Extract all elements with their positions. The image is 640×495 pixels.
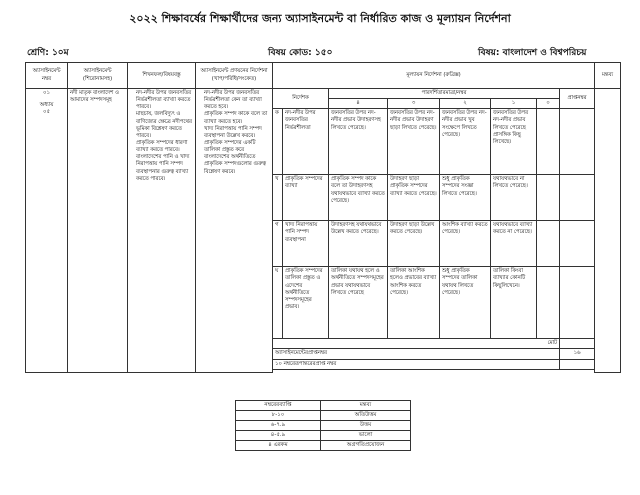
total-value bbox=[560, 339, 595, 349]
score-header-3: ৩ bbox=[388, 99, 440, 109]
rubric-score-0 bbox=[537, 267, 560, 339]
remarks-cell bbox=[595, 89, 621, 373]
grade-table bbox=[235, 400, 411, 451]
rubric-score-2: আংশিক ব্যাখ্যা করতে পেরেছে। bbox=[440, 221, 491, 267]
score-header-2: ২ bbox=[440, 99, 491, 109]
rubric-received bbox=[560, 175, 595, 221]
rubric-score-3: উদাহরণ ছাড়া উল্লেখ করতে পেরেছে। bbox=[388, 221, 440, 267]
rubric-indicator: খাদ্য নিরাপত্তায় পানি সম্পদ ব্যবস্থাপনা bbox=[283, 221, 329, 267]
assignment-table bbox=[25, 62, 621, 373]
rubric-performance-header: পারদর্শিতারমাত্রা/নম্বর bbox=[329, 89, 560, 99]
grade-range: ৮-১০ bbox=[236, 411, 321, 421]
rubric-score-1: যথাযথভাবে ব্যাখ্যা করতে না পেরেছে। bbox=[491, 221, 537, 267]
grade-range: ৪-৫.৯ bbox=[236, 431, 321, 441]
assignment-title: নদী মাতৃক বাংলাদেশ ও আমাদের সম্পদসমূহ bbox=[68, 89, 128, 373]
total-label: মোট bbox=[273, 339, 560, 349]
assignment-total-value: ১৬ bbox=[560, 349, 595, 359]
grade-range: ৬-৭.৯ bbox=[236, 421, 321, 431]
col-learning-outcome: শিখনফল/বিষয়বস্তু bbox=[128, 63, 196, 89]
assignment-no-cell bbox=[26, 89, 68, 373]
outcome-item: • বাংলাদেশের পানি ও খাদ্য নিরাপত্তায় পানি সম্পদ ব্যবস্থাপনার গুরুত্ব ব্যাখ্যা করতে পারবে। bbox=[136, 154, 193, 183]
grade-header-range: নম্বরেরব্যাপ্তি bbox=[236, 401, 321, 411]
rubric-score-3: জনবসতির উপর নদ-নদীর প্রভাব উদাহরণ ছাড়া লিখতে পেরেছে। bbox=[388, 109, 440, 175]
rubric-row-label: গ bbox=[273, 221, 283, 267]
score-header-4: ৪ bbox=[329, 99, 388, 109]
grade-remark: উত্তম bbox=[321, 421, 411, 431]
instruction-item: • খাদ্য নিরাপত্তায় পানি সম্পদ ব্যবস্থাপনা উল্লেখ করবে। bbox=[204, 126, 270, 140]
assignment-no: ০১ bbox=[43, 90, 50, 96]
instruction-item: • নদ-নদীর উপর জনবসতির নির্ভরশীলতা কেন তা ব্যাখ্যা করতে হবে। bbox=[204, 90, 270, 111]
assignment-total-label: অ্যাসাইনমেন্টেরপ্রাপ্তনম্বর bbox=[273, 349, 560, 359]
page-title: ২০২২ শিক্ষাবর্ষের শিক্ষার্থীদের জন্য অ্যাসাইনমেন্ট বা নির্ধারিত কাজ ও মূল্যায়ন নির্দেশনা bbox=[129, 12, 511, 25]
grade-header-remark: মন্তব্য bbox=[321, 401, 411, 411]
col-assignment-title: অ্যাসাইনমেন্ট (শিরোনামসহ) bbox=[68, 63, 128, 89]
rubric-score-2: শুধু প্রাকৃতিক সম্পদের সংজ্ঞা লিখতে পেরেছে। bbox=[440, 175, 491, 221]
rubric-indicator: প্রাকৃতিক সম্পদের তালিকা প্রস্তুত ও এদেশের অর্থনীতিতে সম্পদসমূহের প্রভাব। bbox=[283, 267, 329, 339]
rubric-score-0 bbox=[537, 109, 560, 175]
rubric-score-2: শুধু প্রাকৃতিক সম্পদের তালিকা যথাযথ লিখতে পেরেছে। bbox=[440, 267, 491, 339]
rubric-score-0 bbox=[537, 175, 560, 221]
col-remarks: মন্তব্য bbox=[595, 63, 621, 89]
instruction-item: • প্রাকৃতিক সম্পদ কাকে বলে তা ব্যাখ্যা করতে হবে। bbox=[204, 111, 270, 125]
instructions bbox=[196, 89, 273, 373]
rubric-score-1: তালিকা কিংবা ব্যাখ্যার কোনটি কিছুলিখেনে। bbox=[491, 267, 537, 339]
chapter-no: ০৫ bbox=[43, 109, 50, 116]
rubric-score-2: জনবসতির উপর নদ-নদীর প্রভাব খুব সংক্ষেপে লিখতে পেরেছে। bbox=[440, 109, 491, 175]
instruction-item: • প্রাকৃতিক সম্পদের একটি তালিকা প্রস্তুত করে বাংলাদেশের অর্থনীতিতে প্রাকৃতিক সম্পদগুলোর গুরুত্ব বিশ্লেষণ করবে। bbox=[204, 140, 270, 176]
rubric-row-label: ঘ bbox=[273, 267, 283, 339]
chapter-label: অধ্যায় bbox=[39, 102, 54, 109]
col-assignment-no: অ্যাসাইনমেন্ট নম্বর bbox=[26, 63, 68, 89]
rubric-score-1: যথাযথভাবে না লিখতে পেরেছে। bbox=[491, 175, 537, 221]
grade-remark: ভালো bbox=[321, 431, 411, 441]
rubric-score-4: প্রাকৃতিক সম্পদ কাকে বলে তা উদাহরণসহ যথাযথভাবে ব্যাখ্যা করতে পেরেছে। bbox=[329, 175, 388, 221]
grade-range: ৪ এরকম bbox=[236, 441, 321, 451]
outcome-item: • প্রাকৃতিক সম্পদের ধারণা ব্যাখ্যা করতে পারবে। bbox=[136, 140, 193, 154]
rubric-row-label: খ bbox=[273, 175, 283, 221]
rubric-score-1: জনবসতির উপর নদ-নদীর প্রভাব লিখতে পেরেছে প্রাসঙ্গিক কিছু লিখেছে। bbox=[491, 109, 537, 175]
table-row bbox=[236, 411, 411, 421]
score-header-0: ০ bbox=[537, 99, 560, 109]
col-rubric: মূল্যায়ন নির্দেশনা (রুব্রিক্স) bbox=[273, 63, 595, 89]
table-row bbox=[236, 441, 411, 451]
rubric-score-3: তালিকা আংশিক হলেও প্রভাবের ব্যাখ্যা আংশিক করতে পেরেছে। bbox=[388, 267, 440, 339]
rubric-score-0 bbox=[537, 221, 560, 267]
subject-label: বিষয়: বাংলাদেশ ও বিশ্বপরিচয় bbox=[478, 48, 587, 58]
rubric-received-header: প্রাপ্তনম্বর bbox=[560, 89, 595, 109]
outcome-item: • মাছচাষ, জলবিদ্যুৎ ও বাণিজ্যের ক্ষেত্রে নদীপথের ভূমিকা বিশ্লেষণ করতে পারবে। bbox=[136, 111, 193, 140]
score-header-1: ১ bbox=[491, 99, 537, 109]
rubric-indicator-header: নির্দেশক bbox=[273, 89, 329, 109]
class-label: শ্রেণি: ১০ম bbox=[27, 48, 69, 58]
rubric-row-label: ক bbox=[273, 109, 283, 175]
rubric-received bbox=[560, 267, 595, 339]
converted-label: ১০ নম্বরেরূপান্তরেরপ্রাপ্ত নম্বর bbox=[273, 359, 560, 369]
converted-value bbox=[560, 359, 595, 369]
outcome-item: • নদ-নদীর উপর জনবসতির নির্ভরশীলতা ব্যাখ্যা করতে পারবে। bbox=[136, 90, 193, 111]
table-row bbox=[236, 431, 411, 441]
learning-outcomes bbox=[128, 89, 196, 373]
rubric-indicator: প্রাকৃতিক সম্পদের ব্যাখ্যা bbox=[283, 175, 329, 221]
rubric-score-4: তালিকা যথাযথ হলে ও অর্থনীতিতে সম্পদসমূহের প্রভাব যথাযথভাবে লিখতে পেরেছে bbox=[329, 267, 388, 339]
rubric-indicator: নদ-নদীর উপর জনবসতির নির্ভরশীলতা bbox=[283, 109, 329, 175]
grade-remark: অতিউত্তম bbox=[321, 411, 411, 421]
subject-code-label: বিষয় কোড: ১৫০ bbox=[268, 48, 333, 58]
rubric-score-3: উদাহরণ ছাড়া প্রাকৃতিক সম্পদের ব্যাখ্যা করতে পেরেছে। bbox=[388, 175, 440, 221]
rubric-received bbox=[560, 109, 595, 175]
table-row bbox=[236, 421, 411, 431]
grade-remark: অগ্রগতিপ্রয়োজন bbox=[321, 441, 411, 451]
col-instructions: অ্যাসাইনমেন্ট প্রণয়নের নির্দেশনা (খাপ/পরিধি/সংকেত) bbox=[196, 63, 273, 89]
rubric-score-4: জনবসতির উপর নদ-নদীর প্রভাব উদাহরণসহ লিখতে পেরেছে। bbox=[329, 109, 388, 175]
rubric-received bbox=[560, 221, 595, 267]
rubric-score-4: উদাহরণসহ যথাযথভাবে উল্লেখ করতে পেরেছে। bbox=[329, 221, 388, 267]
